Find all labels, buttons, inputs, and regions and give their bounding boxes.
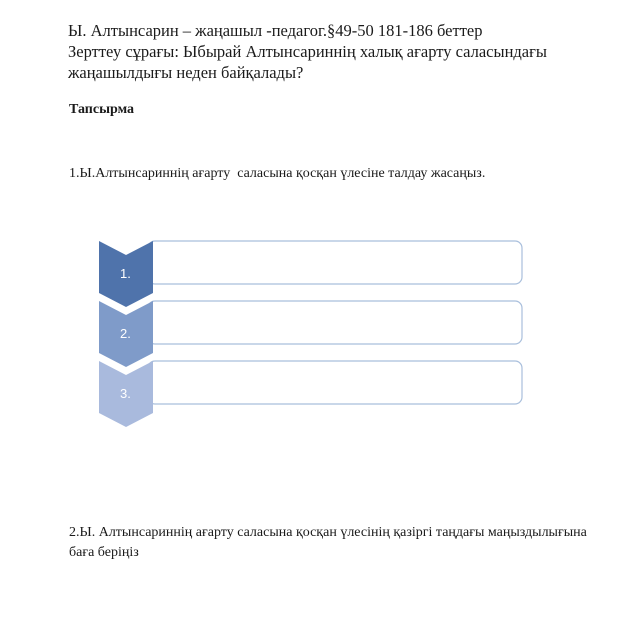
task-label: Тапсырма (69, 102, 135, 117)
document-heading (68, 20, 638, 83)
research-question-line-2: жаңашылдығы неден байқалады? (68, 63, 304, 82)
answer-box-2[interactable] (148, 301, 522, 344)
step-number-3: 3. (120, 386, 131, 401)
step-number-2: 2. (120, 326, 131, 341)
chevron-list-svg (96, 238, 526, 432)
answer-box-1[interactable] (148, 241, 522, 284)
answer-box-3[interactable] (148, 361, 522, 404)
step-number-1: 1. (120, 266, 131, 281)
research-question-line-1: Зерттеу сұрағы: Ыбырай Алтынсариннің халық ағарту саласындағы (68, 42, 547, 61)
heading-title-line: Ы. Алтынсарин – жаңашыл -педагог.§49-50 181-186 беттер (68, 21, 483, 40)
question-2 (69, 523, 639, 563)
question-2-line-2: баға беріңіз (69, 545, 139, 560)
chevron-list-diagram (96, 238, 526, 432)
question-1: 1.Ы.Алтынсариннің ағарту саласына қосқан үлесіне талдау жасаңыз. (69, 166, 486, 181)
question-2-line-1: 2.Ы. Алтынсариннің ағарту саласына қосқан үлесінің қазіргі таңдағы маңыздылығына (69, 525, 587, 540)
